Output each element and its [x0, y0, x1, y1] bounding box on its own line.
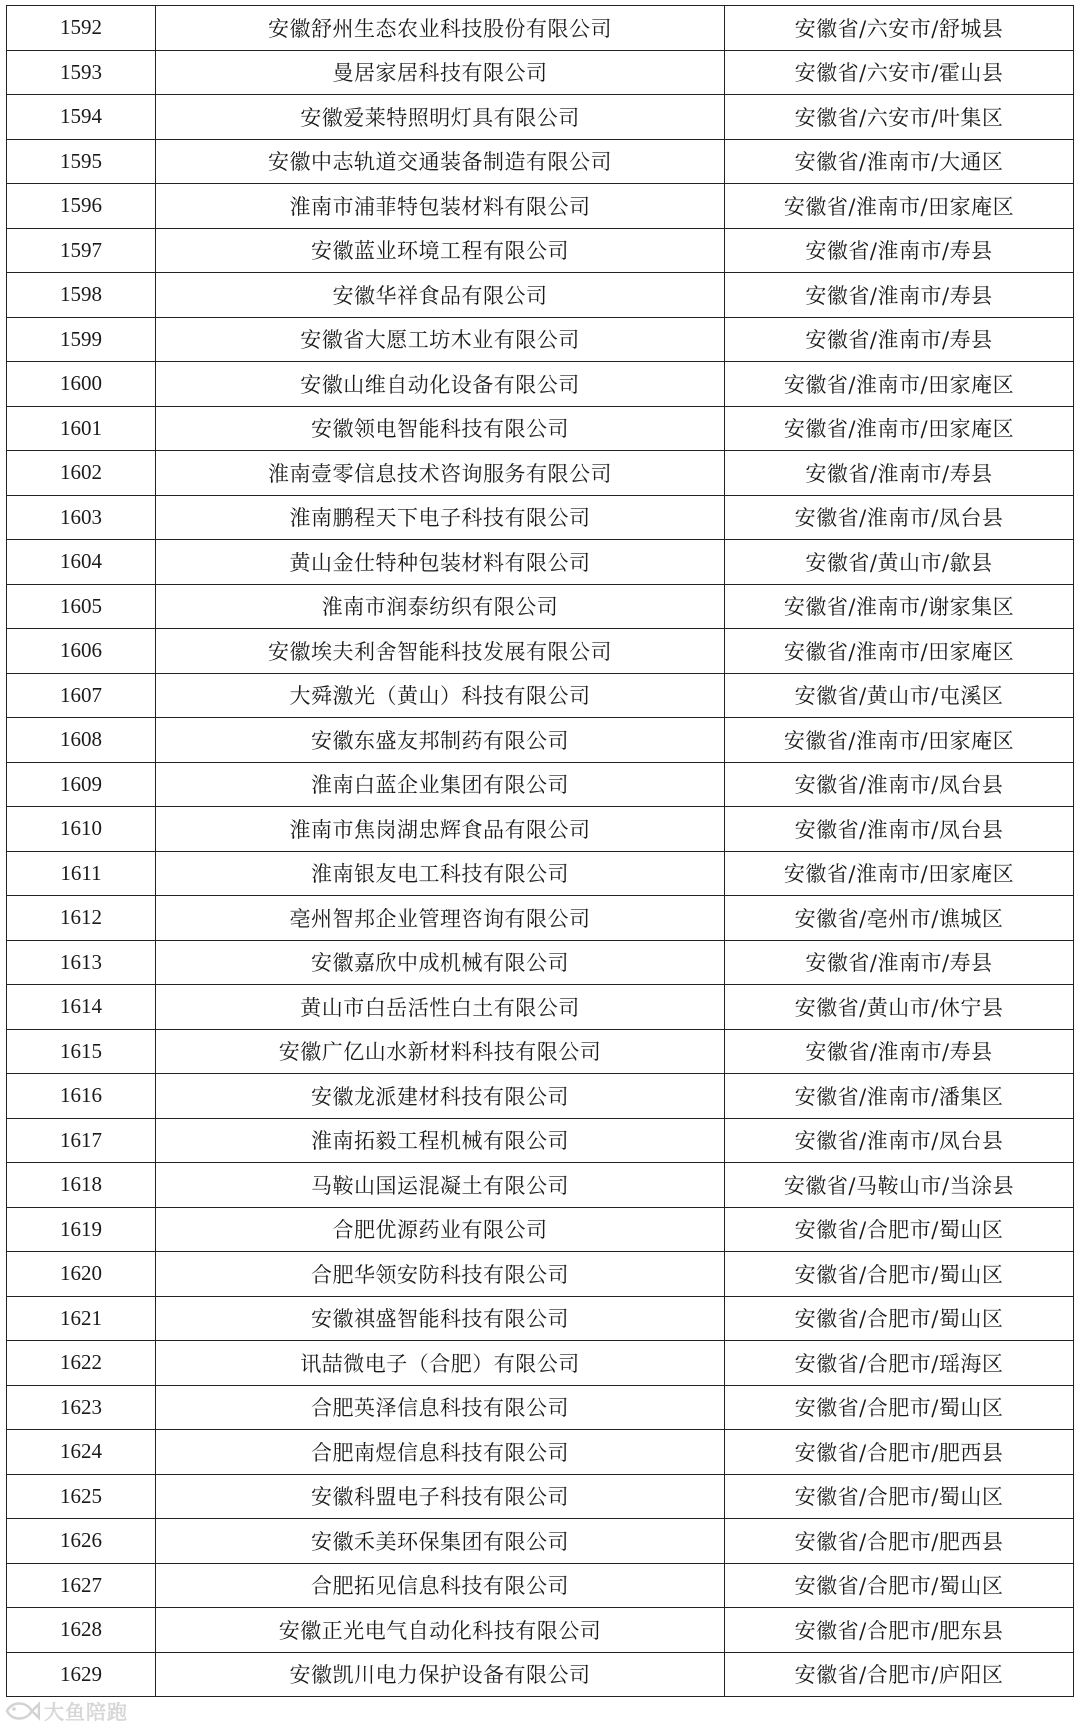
company-name-cell: 安徽华祥食品有限公司 — [156, 273, 725, 318]
region-cell: 安徽省/淮南市/凤台县 — [725, 807, 1074, 852]
region-cell: 安徽省/合肥市/蜀山区 — [725, 1252, 1074, 1297]
row-number-cell: 1599 — [7, 317, 156, 362]
row-number-cell: 1596 — [7, 184, 156, 229]
row-number-cell: 1626 — [7, 1519, 156, 1564]
table-row — [7, 273, 1074, 318]
company-name-cell: 安徽东盛友邦制药有限公司 — [156, 718, 725, 763]
region-cell: 安徽省/马鞍山市/当涂县 — [725, 1163, 1074, 1208]
row-number-cell: 1598 — [7, 273, 156, 318]
row-number-cell: 1592 — [7, 6, 156, 51]
table-row — [7, 6, 1074, 51]
row-number-cell: 1619 — [7, 1207, 156, 1252]
table-row — [7, 50, 1074, 95]
row-number-cell: 1610 — [7, 807, 156, 852]
row-number-cell: 1594 — [7, 95, 156, 140]
row-number-cell: 1618 — [7, 1163, 156, 1208]
company-name-cell: 安徽爱莱特照明灯具有限公司 — [156, 95, 725, 140]
row-number-cell: 1616 — [7, 1074, 156, 1119]
company-name-cell: 安徽山维自动化设备有限公司 — [156, 362, 725, 407]
region-cell: 安徽省/淮南市/田家庵区 — [725, 184, 1074, 229]
row-number-cell: 1608 — [7, 718, 156, 763]
company-name-cell: 安徽领电智能科技有限公司 — [156, 406, 725, 451]
watermark-text: 大鱼陪跑 — [44, 1700, 128, 1724]
table-row — [7, 1519, 1074, 1564]
company-name-cell: 合肥拓见信息科技有限公司 — [156, 1563, 725, 1608]
company-name-cell: 安徽祺盛智能科技有限公司 — [156, 1296, 725, 1341]
table-row — [7, 584, 1074, 629]
row-number-cell: 1605 — [7, 584, 156, 629]
company-name-cell: 淮南鹏程天下电子科技有限公司 — [156, 495, 725, 540]
row-number-cell: 1621 — [7, 1296, 156, 1341]
table-row — [7, 718, 1074, 763]
row-number-cell: 1603 — [7, 495, 156, 540]
region-cell: 安徽省/合肥市/蜀山区 — [725, 1474, 1074, 1519]
region-cell: 安徽省/淮南市/田家庵区 — [725, 629, 1074, 674]
company-name-cell: 安徽蓝业环境工程有限公司 — [156, 228, 725, 273]
table-row — [7, 139, 1074, 184]
row-number-cell: 1600 — [7, 362, 156, 407]
region-cell: 安徽省/淮南市/凤台县 — [725, 495, 1074, 540]
region-cell: 安徽省/六安市/舒城县 — [725, 6, 1074, 51]
row-number-cell: 1609 — [7, 762, 156, 807]
company-name-cell: 淮南银友电工科技有限公司 — [156, 851, 725, 896]
region-cell: 安徽省/淮南市/田家庵区 — [725, 851, 1074, 896]
region-cell: 安徽省/合肥市/蜀山区 — [725, 1207, 1074, 1252]
region-cell: 安徽省/淮南市/凤台县 — [725, 762, 1074, 807]
company-name-cell: 安徽舒州生态农业科技股份有限公司 — [156, 6, 725, 51]
table-row — [7, 1341, 1074, 1386]
table-row — [7, 1385, 1074, 1430]
company-name-cell: 安徽埃夫利舍智能科技发展有限公司 — [156, 629, 725, 674]
row-number-cell: 1613 — [7, 940, 156, 985]
company-name-cell: 黄山金仕特种包装材料有限公司 — [156, 540, 725, 585]
row-number-cell: 1614 — [7, 985, 156, 1030]
table-row — [7, 896, 1074, 941]
company-name-cell: 安徽中志轨道交通装备制造有限公司 — [156, 139, 725, 184]
table-row — [7, 1652, 1074, 1697]
table-row — [7, 228, 1074, 273]
table-row — [7, 451, 1074, 496]
row-number-cell: 1597 — [7, 228, 156, 273]
table-row — [7, 629, 1074, 674]
table-row — [7, 673, 1074, 718]
table-row — [7, 406, 1074, 451]
region-cell: 安徽省/黄山市/屯溪区 — [725, 673, 1074, 718]
company-name-cell: 安徽禾美环保集团有限公司 — [156, 1519, 725, 1564]
table-row — [7, 1430, 1074, 1475]
company-name-cell: 大舜激光（黄山）科技有限公司 — [156, 673, 725, 718]
company-name-cell: 安徽科盟电子科技有限公司 — [156, 1474, 725, 1519]
region-cell: 安徽省/合肥市/肥西县 — [725, 1430, 1074, 1475]
table-row — [7, 940, 1074, 985]
company-name-cell: 淮南市润泰纺织有限公司 — [156, 584, 725, 629]
table-row — [7, 851, 1074, 896]
row-number-cell: 1595 — [7, 139, 156, 184]
region-cell: 安徽省/六安市/叶集区 — [725, 95, 1074, 140]
row-number-cell: 1606 — [7, 629, 156, 674]
company-name-cell: 讯喆微电子（合肥）有限公司 — [156, 1341, 725, 1386]
region-cell: 安徽省/合肥市/蜀山区 — [725, 1385, 1074, 1430]
row-number-cell: 1620 — [7, 1252, 156, 1297]
row-number-cell: 1593 — [7, 50, 156, 95]
company-name-cell: 安徽凯川电力保护设备有限公司 — [156, 1652, 725, 1697]
company-list-table — [6, 5, 1074, 1697]
table-row — [7, 362, 1074, 407]
company-name-cell: 安徽省大愿工坊木业有限公司 — [156, 317, 725, 362]
table-row — [7, 985, 1074, 1030]
company-name-cell: 安徽龙派建材科技有限公司 — [156, 1074, 725, 1119]
table-row — [7, 1163, 1074, 1208]
watermark — [4, 1696, 128, 1725]
row-number-cell: 1629 — [7, 1652, 156, 1697]
table-row — [7, 1029, 1074, 1074]
table-row — [7, 1074, 1074, 1119]
table-row — [7, 762, 1074, 807]
company-name-cell: 淮南拓毅工程机械有限公司 — [156, 1118, 725, 1163]
table-row — [7, 1296, 1074, 1341]
region-cell: 安徽省/合肥市/瑶海区 — [725, 1341, 1074, 1386]
region-cell: 安徽省/合肥市/蜀山区 — [725, 1296, 1074, 1341]
company-name-cell: 合肥优源药业有限公司 — [156, 1207, 725, 1252]
table-row — [7, 317, 1074, 362]
region-cell: 安徽省/黄山市/歙县 — [725, 540, 1074, 585]
company-name-cell: 安徽广亿山水新材料科技有限公司 — [156, 1029, 725, 1074]
company-name-cell: 亳州智邦企业管理咨询有限公司 — [156, 896, 725, 941]
row-number-cell: 1625 — [7, 1474, 156, 1519]
region-cell: 安徽省/淮南市/谢家集区 — [725, 584, 1074, 629]
row-number-cell: 1611 — [7, 851, 156, 896]
table-row — [7, 1252, 1074, 1297]
company-name-cell: 安徽正光电气自动化科技有限公司 — [156, 1608, 725, 1653]
region-cell: 安徽省/淮南市/寿县 — [725, 273, 1074, 318]
row-number-cell: 1623 — [7, 1385, 156, 1430]
table-row — [7, 1207, 1074, 1252]
row-number-cell: 1601 — [7, 406, 156, 451]
row-number-cell: 1624 — [7, 1430, 156, 1475]
company-name-cell: 合肥英泽信息科技有限公司 — [156, 1385, 725, 1430]
row-number-cell: 1615 — [7, 1029, 156, 1074]
region-cell: 安徽省/淮南市/凤台县 — [725, 1118, 1074, 1163]
table-row — [7, 1608, 1074, 1653]
region-cell: 安徽省/合肥市/蜀山区 — [725, 1563, 1074, 1608]
company-name-cell: 合肥南煜信息科技有限公司 — [156, 1430, 725, 1475]
company-name-cell: 淮南市焦岗湖忠辉食品有限公司 — [156, 807, 725, 852]
table-body — [7, 6, 1074, 1697]
row-number-cell: 1627 — [7, 1563, 156, 1608]
region-cell: 安徽省/淮南市/田家庵区 — [725, 718, 1074, 763]
row-number-cell: 1607 — [7, 673, 156, 718]
row-number-cell: 1602 — [7, 451, 156, 496]
row-number-cell: 1622 — [7, 1341, 156, 1386]
region-cell: 安徽省/合肥市/肥西县 — [725, 1519, 1074, 1564]
region-cell: 安徽省/合肥市/庐阳区 — [725, 1652, 1074, 1697]
company-name-cell: 淮南壹零信息技术咨询服务有限公司 — [156, 451, 725, 496]
region-cell: 安徽省/亳州市/谯城区 — [725, 896, 1074, 941]
table-row — [7, 95, 1074, 140]
table-row — [7, 1118, 1074, 1163]
table-row — [7, 184, 1074, 229]
region-cell: 安徽省/淮南市/潘集区 — [725, 1074, 1074, 1119]
fish-logo-icon — [4, 1698, 40, 1724]
row-number-cell: 1612 — [7, 896, 156, 941]
region-cell: 安徽省/淮南市/寿县 — [725, 317, 1074, 362]
region-cell: 安徽省/合肥市/肥东县 — [725, 1608, 1074, 1653]
row-number-cell: 1604 — [7, 540, 156, 585]
company-name-cell: 淮南白蓝企业集团有限公司 — [156, 762, 725, 807]
table-row — [7, 540, 1074, 585]
table-row — [7, 1563, 1074, 1608]
region-cell: 安徽省/淮南市/寿县 — [725, 1029, 1074, 1074]
row-number-cell: 1628 — [7, 1608, 156, 1653]
table-row — [7, 807, 1074, 852]
region-cell: 安徽省/淮南市/大通区 — [725, 139, 1074, 184]
region-cell: 安徽省/六安市/霍山县 — [725, 50, 1074, 95]
company-name-cell: 合肥华领安防科技有限公司 — [156, 1252, 725, 1297]
table-row — [7, 495, 1074, 540]
company-name-cell: 黄山市白岳活性白土有限公司 — [156, 985, 725, 1030]
company-name-cell: 安徽嘉欣中成机械有限公司 — [156, 940, 725, 985]
region-cell: 安徽省/淮南市/田家庵区 — [725, 362, 1074, 407]
region-cell: 安徽省/黄山市/休宁县 — [725, 985, 1074, 1030]
region-cell: 安徽省/淮南市/寿县 — [725, 940, 1074, 985]
table-row — [7, 1474, 1074, 1519]
company-name-cell: 曼居家居科技有限公司 — [156, 50, 725, 95]
company-name-cell: 淮南市浦菲特包装材料有限公司 — [156, 184, 725, 229]
region-cell: 安徽省/淮南市/寿县 — [725, 228, 1074, 273]
row-number-cell: 1617 — [7, 1118, 156, 1163]
region-cell: 安徽省/淮南市/田家庵区 — [725, 406, 1074, 451]
region-cell: 安徽省/淮南市/寿县 — [725, 451, 1074, 496]
company-name-cell: 马鞍山国运混凝土有限公司 — [156, 1163, 725, 1208]
